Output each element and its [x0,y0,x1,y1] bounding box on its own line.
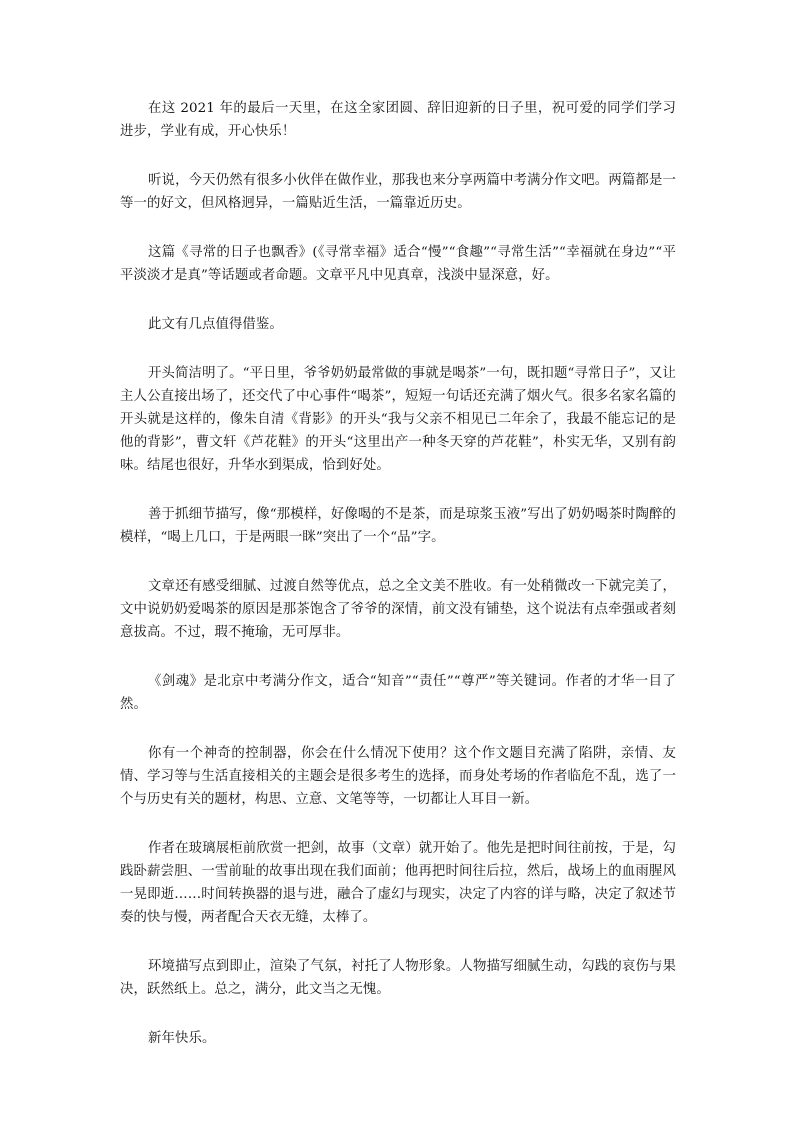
paragraph-opening-analysis: 开头简洁明了。“平日里，爷爷奶奶最常做的事就是喝茶”一句，既扣题“寻常日子”，又让主人公直接出场了，还交代了中心事件“喝茶”，短短一句话还充满了烟火气。很多名家名篇的开头就是这样的，像朱自清《背影》的开头“我与父亲不相见已二年余了，我最不能忘记的是他的背影”，曹文轩《芦花鞋》的开头“这里出产一种冬天穿的芦花鞋”，朴实无华，又别有韵味。结尾也很好，升华水到渠成，恰到好处。 [120,366,676,473]
paragraph-essay-two-conclusion: 环境描写点到即止，渲染了气氛，衬托了人物形象。人物描写细腻生动，勾践的哀伤与果决，跃然纸上。总之，满分，此文当之无愧。 [120,959,676,997]
paragraph-introduction: 听说，今天仍然有很多小伙伴在做作业，那我也来分享两篇中考满分作文吧。两篇都是一等一的好文，但风格迥异，一篇贴近生活，一篇靠近历史。 [120,173,676,211]
paragraph-essay-two-intro: 《剑魂》是北京中考满分作文，适合“知音”“责任”“尊严”等关键词。作者的才华一目了然。 [120,674,676,712]
document-body [120,97,676,1076]
paragraph-points-worth-learning: 此文有几点值得借鉴。 [148,317,283,332]
paragraph-essay-two-topic: 你有一个神奇的控制器，你会在什么情况下使用？这个作文题目充满了陷阱，亲情、友情、学习等与生活直接相关的主题会是很多考生的选择，而身处考场的作者临危不乱，选了一个与历史有关的题材，构思、立意、文笔等等，一切都让人耳目一新。 [120,746,676,807]
paragraph-detail-description: 善于抓细节描写，像“那模样，好像喝的不是茶，而是琼浆玉液”写出了奶奶喝茶时陶醉的模样，“喝上几口，于是两眼一眯”突出了一个“品”字。 [120,507,676,545]
paragraph-other-merits: 文章还有感受细腻、过渡自然等优点，总之全文美不胜收。有一处稍微改一下就完美了，文中说奶奶爱喝茶的原因是那茶饱含了爷爷的深情，前文没有铺垫，这个说法有点牵强或者刻意拔高。不过，瑕不掩瑜，无可厚非。 [120,579,676,640]
paragraph-essay-one-intro: 这篇《寻常的日子也飘香》(《寻常幸福》适合“慢”“食趣”“寻常生活”“幸福就在身边”“平平淡淡才是真”等话题或者命题。文章平凡中见真章，浅淡中显深意，好。 [120,245,676,283]
paragraph-new-year-greeting: 在这 2021 年的最后一天里，在这全家团圆、辞旧迎新的日子里，祝可爱的同学们学习进步，学业有成，开心快乐！ [120,101,676,139]
paragraph-essay-two-structure: 作者在玻璃展柜前欣赏一把剑，故事（文章）就开始了。他先是把时间往前按，于是，勾践卧薪尝胆、一雪前耻的故事出现在我们面前；他再把时间往后拉，然后，战场上的血雨腥风一晃即逝……时间转换器的退与进，融合了虚幻与现实，决定了内容的详与略，决定了叙述节奏的快与慢，两者配合天衣无缝，太棒了。 [120,841,676,925]
paragraph-closing: 新年快乐。 [148,1031,216,1046]
